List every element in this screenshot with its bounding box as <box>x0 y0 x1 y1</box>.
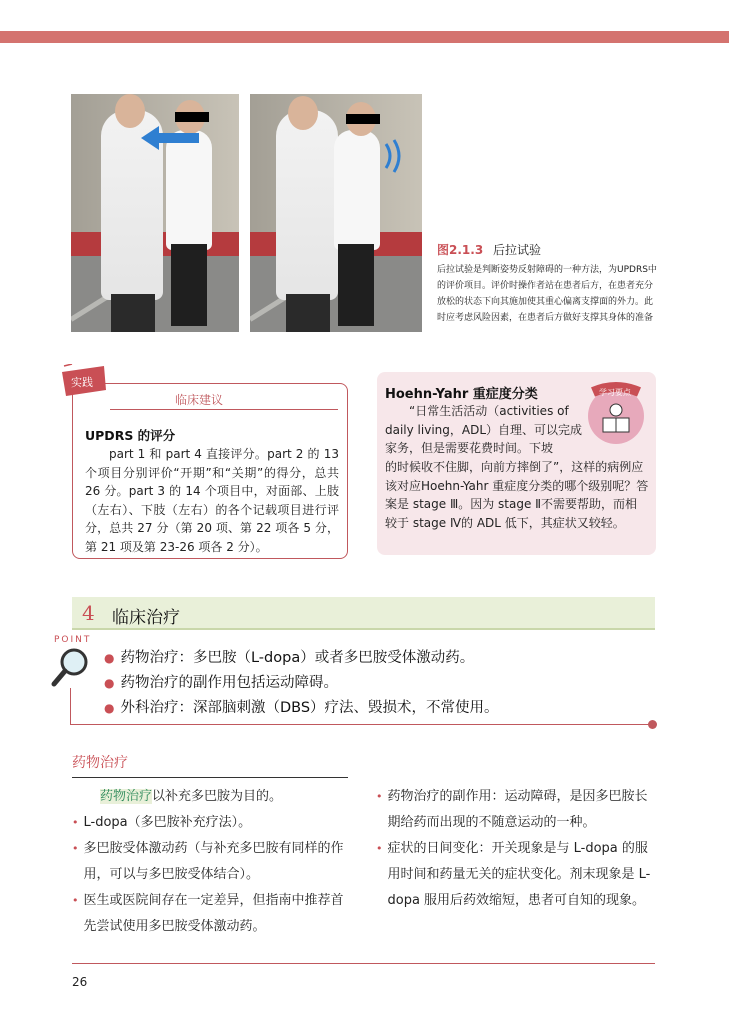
page-number: 26 <box>72 975 88 989</box>
study-badge-label: 学习要点 <box>599 388 631 397</box>
point-label: POINT <box>54 635 92 645</box>
figure-photo-before <box>71 94 239 332</box>
point-box-dot <box>648 720 657 729</box>
point-box-bottom-line <box>70 724 653 725</box>
drug-therapy-intro <box>72 784 352 810</box>
figure-label: 图2.1.3 <box>437 243 484 257</box>
drug-therapy-intro-text: 以补充多巴胺为目的。 <box>152 789 283 804</box>
drug-list-item: • 医生或医院间存在一定差异，但指南中推荐首先尝试使用多巴胺受体激动药。 <box>72 893 344 934</box>
drug-list-item: • 多巴胺受体激动药（与补充多巴胺有同样的作用，可以与多巴胺受体结合）。 <box>72 841 344 882</box>
figure-caption-text: 后拉试验是判断姿势反射障碍的一种方法，为UPDRS中的评价项目。评价时操作者站在患者后方，在患者充分放松的状态下向其施加使其重心偏离支撑面的外力。此时应考虑风险因素，在患者后方做好支撑其身体的准备 <box>437 265 657 323</box>
clinical-advice-text: part 1 和 part 4 直接评分。part 2 的 13 个项目分别评价“开期”和“关期”的得分，总共 26 分。part 3 的 14 个项目中，对面部、上肢（左右）、下肢（左右）的各个记载项目进行评分，总共 27 分（第 20 项、第 22 项各 5 分，第 21 项及第 23-26 项各 2 分）。 <box>85 447 339 554</box>
footer-divider <box>72 963 655 964</box>
study-point-heading: Hoehn-Yahr 重症度分类 <box>385 387 538 402</box>
study-point-text-bottom: 的时候收不住脚，向前方摔倒了”，这样的病例应该对应Hoehn-Yahr 重症度分类的哪个级别呢？答案是 stage Ⅲ。因为 stage Ⅱ不需要帮助，而相较于 stage Ⅳ的 ADL 低下，其症状又较轻。 <box>385 460 649 530</box>
point-item: ● 药物治疗：多巴胺（L-dopa）或者多巴胺受体激动药。 <box>104 650 475 666</box>
study-point-text-top: “日常生活活动（activities of daily living，ADL）自理、可以完成家务，但是需要花费时间。下坡 <box>385 404 583 455</box>
drug-list-item: • 药物治疗的副作用：运动障碍，是因多巴胺长期给药而出现的不随意运动的一种。 <box>376 789 648 830</box>
study-badge-icon <box>583 380 649 446</box>
drug-list-item: • 症状的日间变化：开关现象是与 L-dopa 的服用时间和药量无关的症状变化。剂末现象是 L-dopa 服用后药效缩短，患者可自知的现象。 <box>376 841 651 908</box>
drug-therapy-intro-highlight: 药物治疗 <box>100 789 153 804</box>
point-item: ● 药物治疗的副作用包括运动障碍。 <box>104 675 338 691</box>
figure-photo-after <box>250 94 422 332</box>
push-arrow-icon <box>141 124 201 152</box>
figure-caption <box>437 241 659 326</box>
magnifier-point-icon <box>44 632 104 688</box>
section-number: 4 <box>82 601 95 625</box>
sway-waves-icon <box>382 138 406 174</box>
clinical-advice-subheading: UPDRS 的评分 <box>85 428 176 443</box>
drug-therapy-title: 药物治疗 <box>72 755 128 771</box>
header-bar <box>0 31 729 43</box>
practice-tag-label: 实践 <box>71 376 93 389</box>
figure-title: 后拉试验 <box>493 243 542 257</box>
drug-therapy-divider <box>72 777 348 778</box>
practice-tag-icon <box>60 364 108 398</box>
point-item: ● 外科治疗：深部脑刺激（DBS）疗法、毁损术，不常使用。 <box>104 700 499 716</box>
drug-list-item: • L-dopa（多巴胺补充疗法）。 <box>72 815 252 830</box>
section-title: 临床治疗 <box>112 608 180 628</box>
clinical-advice-divider <box>110 409 338 410</box>
clinical-advice-heading: 临床建议 <box>175 393 224 407</box>
drug-therapy-right-column <box>376 784 658 914</box>
drug-therapy-left-column <box>72 784 352 940</box>
point-box-left-line <box>70 688 71 724</box>
